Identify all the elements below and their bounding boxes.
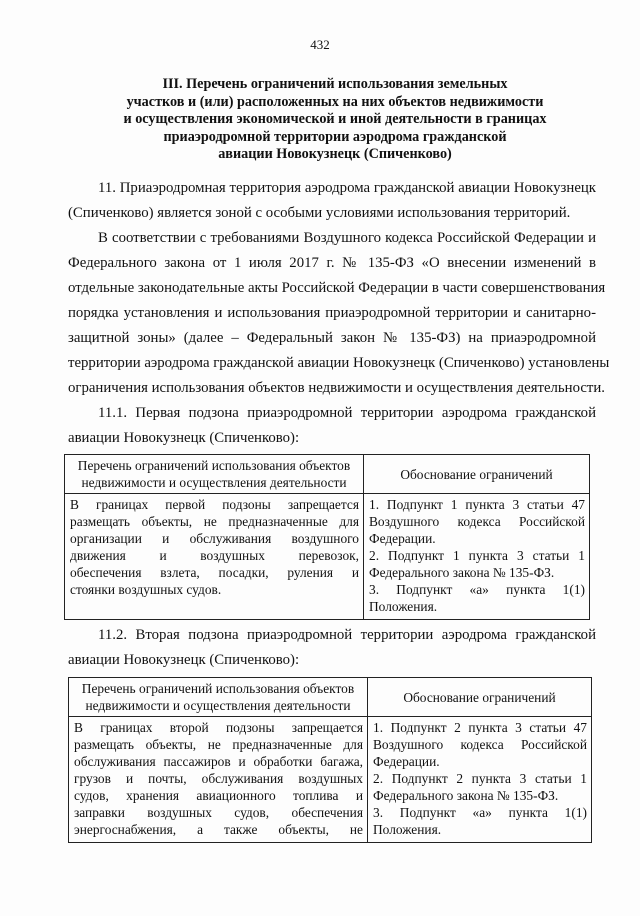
text-line: Федерального закона от 1 июля 2017 г. № 135-ФЗ «О внесении изменений в [68, 255, 596, 271]
cell-line: Федерального закона № 135-ФЗ. [369, 565, 555, 580]
paragraph-11 [68, 176, 596, 226]
cell-line: обеспечения взлета, посадки, руления и [70, 565, 359, 580]
cell-line: Воздушного кодекса Российской [373, 737, 587, 752]
text-line: (Спиченково) является зоной с особыми условиями использования территорий. [68, 205, 571, 221]
paragraph-11-2 [68, 623, 596, 673]
header-line: недвижимости и осуществления деятельности [81, 475, 347, 490]
cell-line: 2. Подпункт 1 пункта 3 статьи 1 [369, 548, 585, 563]
table-header-row [69, 678, 592, 717]
section-title-line: приаэродромной территории аэродрома гражданской [163, 128, 507, 145]
cell-line: стоянки воздушных судов. [70, 582, 222, 597]
text-line: защитной зоны» (далее – Федеральный закон № 135-ФЗ) на приаэродромной [68, 330, 596, 346]
cell-line: размещать объекты, не предназначенные для [70, 514, 359, 529]
text-line: порядка установления и использования приаэродромной территории и санитарно- [68, 305, 596, 321]
section-title [80, 76, 590, 164]
cell-line: 2. Подпункт 2 пункта 3 статьи 1 [373, 771, 587, 786]
text-line: отдельные законодательные акты Российской Федерации в части совершенствования [68, 280, 606, 296]
table-header-restrictions [65, 455, 364, 494]
table-row [69, 717, 592, 843]
section-title-line: и осуществления экономической и иной деятельности в границах [123, 111, 547, 127]
text-line: 11.1. Первая подзона приаэродромной территории аэродрома гражданской [98, 405, 596, 421]
cell-line: 3. Подпункт «а» пункта 1(1) [373, 805, 587, 820]
paragraph-11-1 [68, 401, 596, 451]
cell-line: движения и воздушных перевозок, [70, 548, 359, 563]
cell-line: организации и обслуживания воздушного [70, 531, 359, 546]
cell-line: Положения. [369, 599, 438, 614]
restrictions-table-2 [68, 677, 592, 843]
cell-line: Федерации. [369, 531, 436, 546]
cell-line: 1. Подпункт 1 пункта 3 статьи 47 [369, 497, 585, 512]
table-header-restrictions [69, 678, 368, 717]
cell-line: судов, хранения авиационного топлива и [74, 788, 363, 803]
cell-line: 3. Подпункт «а» пункта 1(1) [369, 582, 585, 597]
text-line: 11.2. Вторая подзона приаэродромной территории аэродрома гражданской [98, 627, 596, 643]
cell-line: обслуживания пассажиров и обработки багажа, [74, 754, 363, 769]
cell-line: энергоснабжения, а также объекты, не [74, 822, 363, 837]
text-line: 11. Приаэродромная территория аэродрома гражданской авиации Новокузнецк [98, 180, 596, 196]
cell-line: Федерации. [373, 754, 440, 769]
cell-line: размещать объекты, не предназначенные для [74, 737, 363, 752]
table-header-row [65, 455, 590, 494]
text-line: ограничения использования объектов недвижимости и осуществления деятельности. [68, 380, 606, 396]
paragraph-law [68, 226, 610, 401]
header-line: Перечень ограничений использования объектов [81, 681, 355, 696]
section-title-line: III. Перечень ограничений использования земельных [162, 76, 508, 92]
cell-line: 1. Подпункт 2 пункта 3 статьи 47 [373, 720, 587, 735]
section-title-line: участков и (или) расположенных на них объектов недвижимости [126, 93, 544, 110]
cell-line: Воздушного кодекса Российской [369, 514, 585, 529]
text-line: авиации Новокузнецк (Спиченково): [68, 430, 300, 446]
section-title-line: авиации Новокузнецк (Спиченково) [218, 146, 452, 162]
cell-line: заправки воздушных судов, обеспечения [74, 805, 363, 820]
restrictions-table-1 [64, 454, 590, 620]
cell-line: В границах второй подзоны запрещается [74, 720, 363, 735]
text-line: В соответствии с требованиями Воздушного кодекса Российской Федерации и [98, 230, 596, 246]
text-line: территории аэродрома гражданской авиации Новокузнецк (Спиченково) установлены [68, 355, 610, 371]
table-header-justification: Обоснование ограничений [364, 455, 590, 494]
table-header-justification: Обоснование ограничений [368, 678, 592, 717]
cell-line: грузов и почты, обслуживания воздушных [74, 771, 363, 786]
restriction-cell [65, 494, 364, 620]
cell-line: Положения. [373, 822, 442, 837]
page-number: 432 [310, 37, 330, 52]
header-line: недвижимости и осуществления деятельности [85, 698, 351, 713]
table-row [65, 494, 590, 620]
cell-line: В границах первой подзоны запрещается [70, 497, 359, 512]
justification-cell [368, 717, 592, 843]
justification-cell [364, 494, 590, 620]
restriction-cell [69, 717, 368, 843]
cell-line: Федерального закона № 135-ФЗ. [373, 788, 559, 803]
header-line: Перечень ограничений использования объектов [77, 458, 351, 473]
text-line: авиации Новокузнецк (Спиченково): [68, 652, 300, 668]
